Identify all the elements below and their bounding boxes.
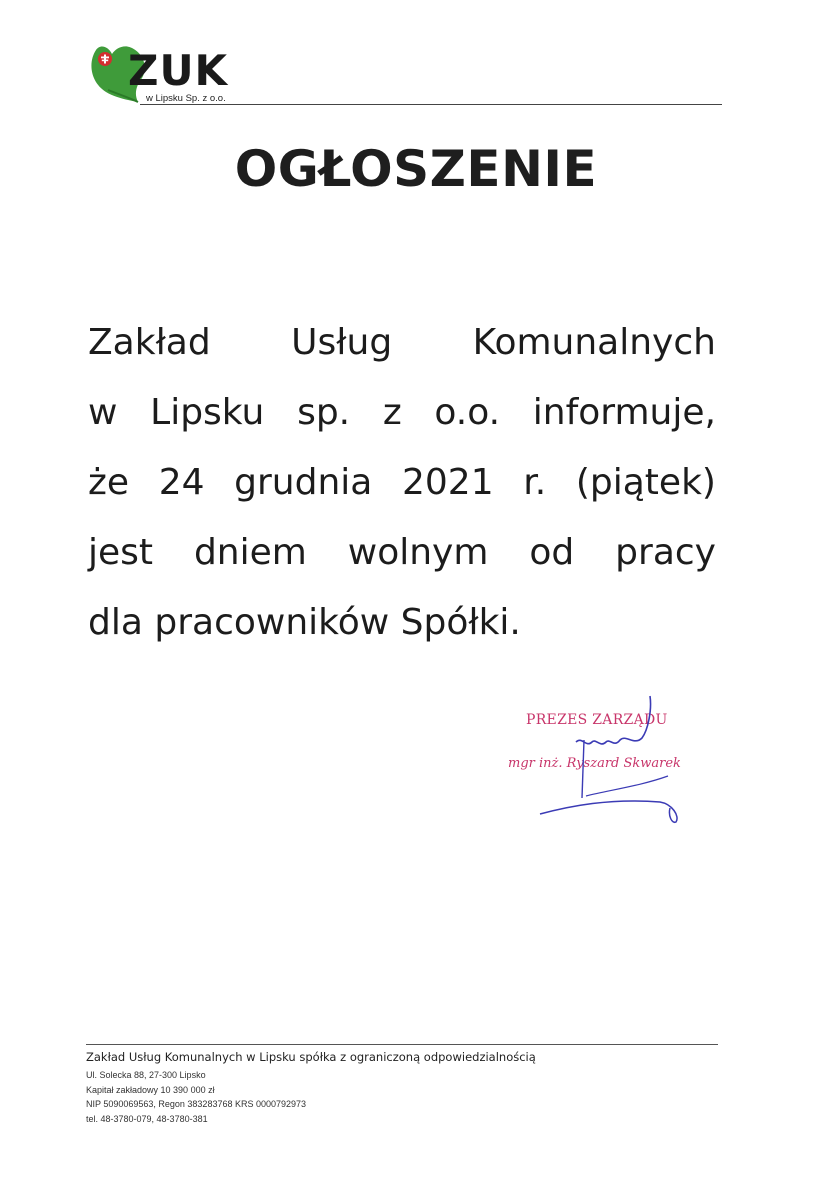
- body-line-4: [88, 518, 716, 588]
- body-word: Lipsku: [150, 392, 265, 433]
- company-logo: [86, 38, 246, 104]
- footer: [86, 1050, 718, 1128]
- body-word: o.o.: [434, 392, 501, 433]
- body-line-1: [88, 308, 716, 378]
- stamp-title: PREZES ZARZĄDU: [526, 712, 668, 728]
- body-line-5: [88, 588, 716, 658]
- footer-registration-ids: NIP 5090069563, Regon 383283768 KRS 0000792973: [86, 1099, 307, 1109]
- footer-divider: [86, 1044, 718, 1045]
- stamp-name: mgr inż. Ryszard Skwarek: [508, 756, 681, 771]
- body-word: od: [529, 532, 575, 573]
- body-word: (piątek): [575, 462, 716, 503]
- body-word: w: [88, 392, 118, 433]
- body-word: Zakład: [88, 322, 211, 363]
- footer-company-name: Zakład Usług Komunalnych w Lipsku spółka z ograniczoną odpowiedzialnością: [86, 1050, 536, 1064]
- handwritten-signature-icon: [500, 690, 700, 830]
- body-line-3: [88, 448, 716, 518]
- body-word: 2021: [401, 462, 494, 503]
- footer-phone: tel. 48-3780-079, 48-3780-381: [86, 1113, 208, 1124]
- body-word: Komunalnych: [472, 322, 716, 363]
- body-word: że: [88, 462, 130, 503]
- body-word: 24: [158, 462, 205, 503]
- body-word: pracy: [615, 532, 716, 573]
- announcement-title: OGŁOSZENIE: [234, 140, 598, 198]
- body-word: grudnia: [234, 462, 373, 503]
- logo-subtitle: w Lipsku Sp. z o.o.: [146, 93, 226, 104]
- body-word: z: [382, 392, 402, 433]
- body-word: informuje,: [532, 392, 716, 433]
- logo-wordmark: ZUK: [128, 46, 229, 95]
- cross-badge-icon: [98, 52, 112, 66]
- footer-address: Ul. Solecka 88, 27-300 Lipsko: [86, 1070, 206, 1080]
- body-word: dniem: [193, 532, 307, 573]
- body-line-2: [88, 378, 716, 448]
- header-divider: [140, 104, 722, 105]
- announcement-body: [88, 308, 716, 658]
- signature-stamp: [500, 690, 700, 830]
- body-word: r.: [523, 462, 547, 503]
- footer-capital: Kapitał zakładowy 10 390 000 zł: [86, 1084, 215, 1095]
- body-word: dla pracowników Spółki.: [88, 602, 521, 643]
- body-word: wolnym: [347, 532, 489, 573]
- letterhead: [86, 38, 722, 110]
- body-word: Usług: [291, 322, 393, 363]
- body-word: sp.: [297, 392, 351, 433]
- body-word: jest: [88, 532, 154, 573]
